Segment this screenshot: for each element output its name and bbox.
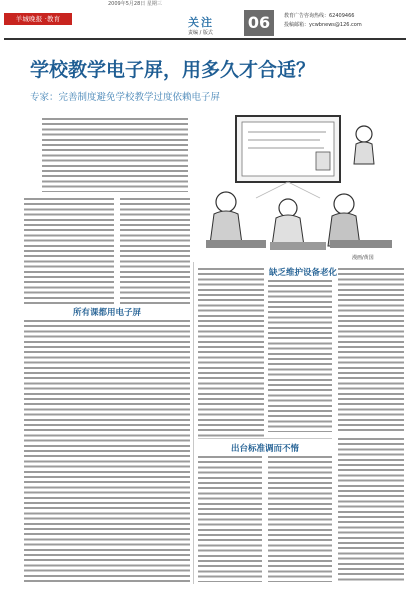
article-subhead: 专家：完善制度避免学校教学过度依赖电子屏 (30, 92, 221, 103)
column-1b-text-a (120, 198, 190, 304)
section-editor: 责编 / 版式 (188, 30, 213, 36)
column-2-text-a (198, 268, 264, 438)
subtitle-standards: 出台标准调而不惰 (230, 444, 299, 454)
column-3-text-a (268, 280, 332, 432)
column-1-text-b (24, 320, 190, 582)
page-number: 06 (244, 10, 274, 36)
column-4-text-b (338, 438, 404, 582)
ad-hotline: 教育广告咨询热线：62409466 (284, 13, 355, 19)
column-4-text-a (338, 268, 404, 432)
issue-date: 2009年5月28日 星期三 (108, 1, 162, 7)
newspaper-logo: 羊城晚报 ·教育 (4, 13, 72, 25)
column-3-text-b (268, 456, 332, 582)
article-headline: 学校教学电子屏，用多久才合适？ (30, 59, 316, 81)
illustration-credit: 漫画/黄国 (352, 255, 374, 261)
section-title: 关注 (188, 16, 214, 29)
masthead-rule (4, 38, 406, 40)
lead-paragraph (42, 118, 188, 192)
subtitle-all-classes: 所有课都用电子屏 (72, 308, 141, 318)
submission-email: 投稿邮箱：ycwbnews@126.com (284, 22, 362, 28)
cartoon-illustration (196, 112, 402, 258)
column-1-text-a (24, 198, 114, 304)
column-divider (193, 262, 194, 584)
column-2-text-b (198, 456, 262, 582)
hotline-info (284, 12, 408, 30)
subtitle-maintenance: 缺乏维护设备老化 (268, 268, 337, 278)
masthead (0, 9, 410, 37)
section-divider (198, 438, 332, 439)
